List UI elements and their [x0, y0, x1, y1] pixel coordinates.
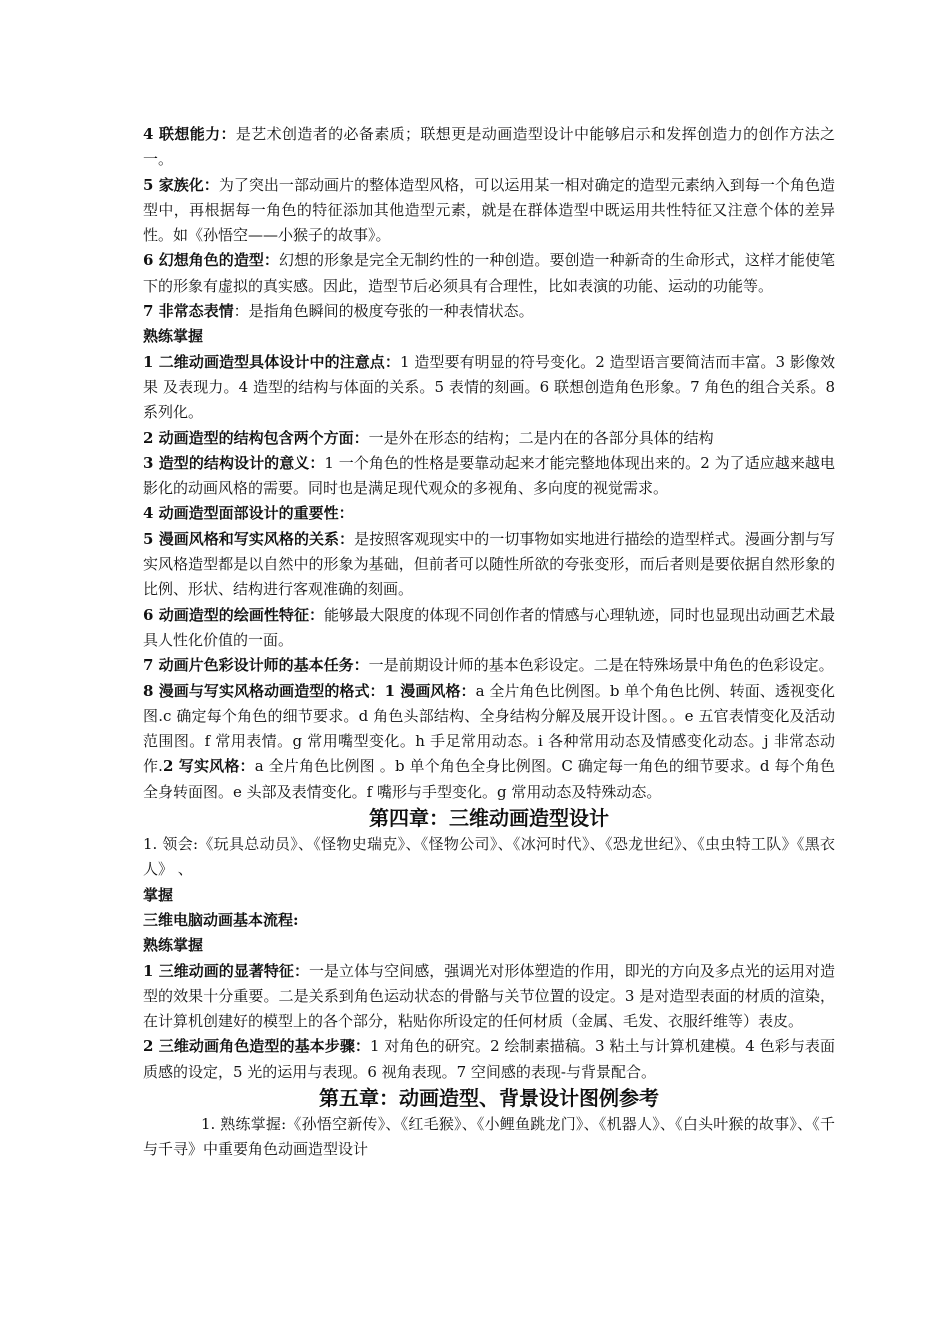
paragraph-label: 5 漫画风格和写实风格的关系：	[143, 529, 355, 548]
section-heading	[143, 933, 835, 958]
paragraph	[143, 350, 835, 426]
paragraph-text: 一是立体与空间感，强调光对形体塑造的作用，即光的方向及多点光的运用对造型的效果十分重要。二是关系到角色运动状态的骨骼与关节位置的设定。3 是对造型表面的材质的渲染，在计算机创建好的模型上的各个部分，粘贴你所设定的任何材质（金属、毛发、衣服纤维等）表皮。	[143, 961, 835, 1031]
paragraph-label: 7 非常态表情	[143, 302, 234, 321]
paragraph-label: 2 写实风格：	[162, 757, 255, 776]
document-body	[143, 122, 835, 1163]
paragraph-label: 3 造型的结构设计的意义：	[143, 453, 325, 472]
paragraph-text: 1 造型要有明显的符号变化。2 造型语言要简洁而丰富。3 影像效果 及表现力。4 造型的结构与体面的关系。5 表情的刻画。6 联想创造角色形象。7 角色的组合关系。8 系列化。	[143, 352, 836, 422]
paragraph-text: 是艺术创造者的必备素质；联想更是动画造型设计中能够启示和发挥创造力的创作方法之一。	[143, 125, 835, 169]
paragraph	[143, 1112, 835, 1163]
paragraph-label: 8 漫画与写实风格动画造型的格式：1 漫画风格：	[143, 681, 476, 700]
paragraph	[143, 832, 835, 883]
paragraph	[143, 122, 835, 173]
paragraph-text: 能够最大限度的体现不同创作者的情感与心理轨迹，同时也显现出动画艺术最具人性化价值的一面。	[143, 605, 835, 649]
paragraph	[143, 299, 835, 324]
paragraph-label: 三维电脑动画基本流程:	[143, 910, 299, 929]
paragraph-text: a 全片角色比例图。b 单个角色比例、转面、透视变化图.c 确定每个角色的细节要求。d 角色头部结构、全身结构分解及展开设计图。。e 五官表情变化及活动范围图。f 常用表情。g 常用嘴型变化。h 手足常用动态。i 各种常用动态及情感变化动态。j 非常态动作.	[143, 681, 835, 776]
paragraph-label: 4 联想能力：	[143, 125, 236, 143]
paragraph	[143, 959, 835, 1035]
paragraph	[143, 527, 835, 603]
paragraph-text: 是按照客观现实中的一切事物如实地进行描绘的造型样式。漫画分割与写实风格造型都是以自然中的形象为基础，但前者可以随性所欲的夸张变形，而后者则是要依据自然形象的比例、形状、结构进行客观准确的刻画。	[143, 529, 835, 599]
paragraph	[143, 426, 835, 451]
paragraph-label: 2 动画造型的结构包含两个方面：	[143, 428, 369, 447]
paragraph-label: 4 动画造型面部设计的重要性：	[143, 504, 354, 523]
paragraph-text: 为了突出一部动画片的整体造型风格，可以运用某一相对确定的造型元素纳入到每一个角色造型中，再根据每一角色的特征添加其他造型元素，就是在群体造型中既运用共性特征又注意个体的差异性。如《孙悟空——小猴子的故事》。	[143, 175, 835, 245]
paragraph-text: 1. 熟练掌握:《孙悟空新传》、《红毛猴》、《小鲤鱼跳龙门》、《机器人》、《白头叶猴的故事》、《千与千寻》中重要角色动画造型设计	[143, 1114, 835, 1159]
paragraph	[143, 603, 835, 654]
paragraph	[143, 173, 835, 249]
paragraph-label: 熟练掌握	[143, 327, 204, 346]
paragraph-text: 幻想的形象是完全无制约性的一种创造。要创造一种新奇的生命形式，这样才能使笔下的形象有虚拟的真实感。因此，造型节后必须具有合理性，比如表演的功能、运动的功能等。	[143, 251, 835, 295]
paragraph-label: 第五章：动画造型、背景设计图例参考	[319, 1085, 659, 1110]
paragraph-text: 1. 领会:《玩具总动员》、《怪物史瑞克》、《怪物公司》、《冰河时代》、《恐龙世纪》、《虫虫特工队》《黑衣人》 、	[143, 835, 835, 879]
paragraph-text: 一是外在形态的结构；二是内在的各部分具体的结构	[368, 428, 714, 447]
paragraph-text: a 全片角色比例图 。b 单个角色全身比例图。C 确定每一角色的细节要求。d 每个角色全身转面图。e 头部及表情变化。f 嘴形与手型变化。g 常用动态及特殊动态。	[143, 757, 835, 801]
paragraph-label: 熟练掌握	[143, 936, 204, 955]
paragraph-label: 2 三维动画角色造型的基本步骤：	[143, 1037, 371, 1056]
paragraph	[143, 679, 835, 805]
paragraph-label: 7 动画片色彩设计师的基本任务：	[143, 656, 369, 675]
paragraph-label: 6 幻想角色的造型：	[143, 251, 279, 270]
section-heading	[143, 908, 835, 933]
chapter-title	[143, 1085, 835, 1112]
paragraph-label: 1 二维动画造型具体设计中的注意点：	[143, 352, 400, 371]
paragraph-label: 6 动画造型的绘画性特征：	[143, 605, 325, 624]
paragraph	[143, 451, 835, 502]
section-heading	[143, 883, 835, 908]
paragraph-text: 1 对角色的研究。2 绘制素描稿。3 粘土与计算机建模。4 色彩与表面质感的设定，5 光的运用与表现。6 视角表现。7 空间感的表现-与背景配合。	[143, 1037, 835, 1081]
paragraph	[143, 1034, 835, 1085]
paragraph	[143, 653, 835, 678]
paragraph-text: 一是前期设计师的基本色彩设定。二是在特殊场景中角色的色彩设定。	[368, 656, 834, 675]
section-heading	[143, 324, 835, 349]
paragraph-label: 掌握	[143, 885, 174, 904]
paragraph-label: 5 家族化：	[143, 175, 219, 194]
paragraph-text: 1 一个角色的性格是要靠动起来才能完整地体现出来的。2 为了适应越来越电影化的动画风格的需要。同时也是满足现代观众的多视角、多向度的视觉需求。	[143, 453, 835, 498]
paragraph-label: 1 三维动画的显著特征：	[143, 961, 309, 980]
paragraph-label: 第四章：三维动画造型设计	[369, 806, 609, 831]
chapter-title	[143, 805, 835, 832]
paragraph-text: ：是指角色瞬间的极度夸张的一种表情状态。	[233, 302, 534, 321]
paragraph	[143, 248, 835, 299]
paragraph	[143, 501, 835, 526]
